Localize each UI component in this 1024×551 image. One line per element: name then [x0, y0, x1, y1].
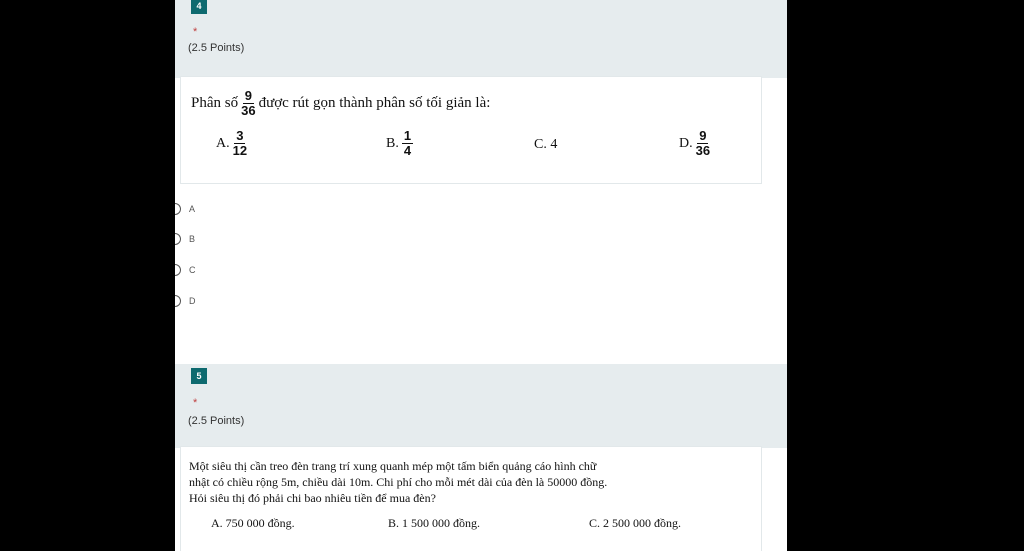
answer-b: B. 1 500 000 đồng.	[388, 516, 481, 530]
required-mark: *	[193, 26, 198, 38]
answer-label: D.	[679, 135, 693, 151]
fraction-numerator: 3	[236, 128, 244, 143]
prompt-fraction	[241, 89, 255, 118]
answer-d	[679, 129, 713, 158]
question-5-header	[175, 364, 787, 448]
radio-button[interactable]	[175, 295, 181, 307]
choice-label: D	[189, 296, 196, 306]
answer-fraction	[696, 129, 710, 158]
choice-c[interactable]	[175, 264, 196, 276]
fraction-numerator: 9	[699, 128, 707, 143]
fraction-denominator: 4	[403, 143, 412, 158]
choice-d[interactable]	[175, 295, 196, 307]
choice-label: B	[189, 234, 196, 244]
question-text-line: Một siêu thị cần treo đèn trang trí xung quanh mép một tấm biển quảng cáo hình chữ	[189, 459, 597, 473]
answer-a	[216, 129, 250, 158]
fraction-numerator: 9	[244, 88, 252, 103]
fraction-numerator: 1	[403, 128, 412, 143]
radio-button[interactable]	[175, 233, 181, 245]
fraction-denominator: 12	[232, 143, 248, 158]
answer-c	[534, 137, 557, 153]
points-label: (2.5 Points)	[188, 42, 245, 54]
fraction-denominator: 36	[695, 143, 711, 158]
answer-label: C. 4	[534, 137, 558, 152]
required-mark: *	[193, 397, 198, 409]
fraction-denominator: 36	[241, 103, 256, 118]
answer-fraction	[233, 129, 247, 158]
radio-button[interactable]	[175, 264, 181, 276]
answer-fraction	[402, 129, 413, 158]
question-number-badge: 4	[191, 0, 207, 14]
form-page	[175, 0, 787, 551]
question-4-prompt	[191, 89, 490, 118]
question-5-text	[189, 458, 759, 506]
choice-label: C	[189, 265, 196, 275]
prompt-text-end: được rút gọn thành phân số tối giản là:	[258, 95, 491, 111]
answer-b	[386, 129, 416, 158]
answer-a: A. 750 000 đồng.	[211, 516, 295, 530]
answer-label: B.	[386, 135, 399, 151]
answer-label: A.	[216, 135, 230, 151]
question-text-line: Hỏi siêu thị đó phải chi bao nhiêu tiền để mua đèn?	[189, 491, 436, 505]
prompt-text: Phân số	[191, 95, 239, 111]
answer-c: C. 2 500 000 đồng.	[589, 516, 682, 530]
question-number-badge: 5	[191, 368, 207, 384]
choice-label: A	[189, 204, 196, 214]
question-4-image	[180, 76, 762, 184]
radio-button[interactable]	[175, 203, 181, 215]
question-5-image	[180, 446, 762, 551]
question-text-line: nhật có chiều rộng 5m, chiều dài 10m. Chi phí cho mỗi mét dài của đèn là 50000 đồng.	[189, 475, 608, 489]
choice-b[interactable]	[175, 233, 195, 245]
question-4-header	[175, 0, 787, 78]
choice-a[interactable]	[175, 203, 195, 215]
points-label: (2.5 Points)	[188, 415, 245, 427]
